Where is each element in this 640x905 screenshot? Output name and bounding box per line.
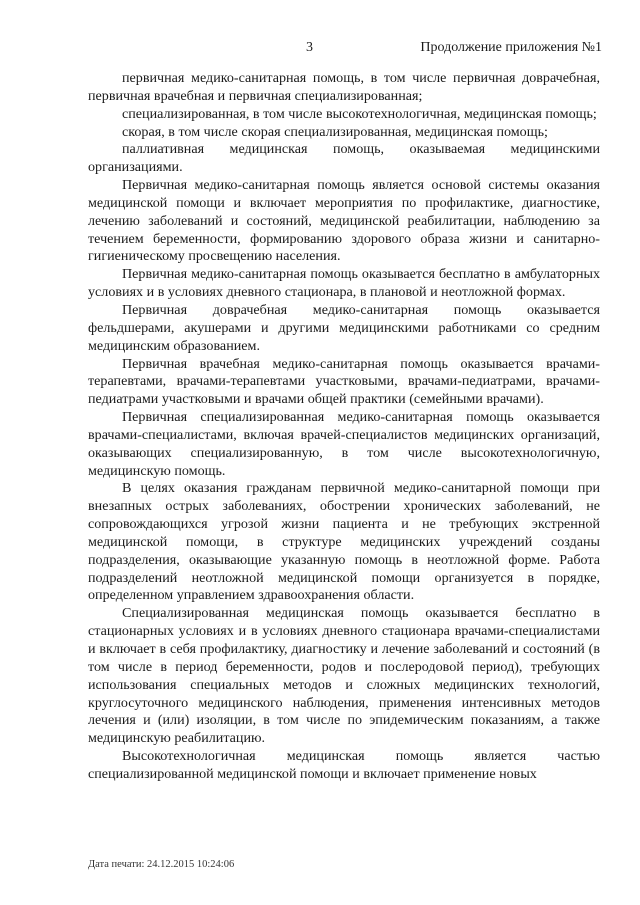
paragraph: Специализированная медицинская помощь оказывается бесплатно в стационарных условиях и в условиях дневного стационара врачами-специалистами и включает в себя профилактику, диагностику и лечение заболеваний и состояний (в том числе в период беременности, родов и послеродовой период), требующих использования специальных методов и сложных медицинских технологий, круглосуточного медицинского наблюдения, применения интенсивных методов лечения и (или) изоляции, в том числе по эпидемическим показаниям, а также медицинскую реабилитацию.: [88, 605, 600, 747]
appendix-continuation-note: Продолжение приложения №1: [420, 40, 602, 55]
paragraph: Высокотехнологичная медицинская помощь является частью специализированной медицинской помощи и включает применение новых: [88, 748, 600, 782]
paragraph: специализированная, в том числе высокотехнологичная, медицинская помощь;: [122, 105, 597, 122]
paragraph: первичная медико-санитарная помощь, в том числе первичная доврачебная, первичная врачебная и первичная специализированная;: [88, 70, 600, 104]
paragraph: Первичная медико-санитарная помощь является основой системы оказания медицинской помощи и включает мероприятия по профилактике, диагностике, лечению заболеваний и состояний, медицинской реабилитации, наблюдению за течением беременности, формированию здорового образа жизни и санитарно-гигиеническому просвещению населения.: [88, 177, 600, 265]
paragraph: Первичная специализированная медико-санитарная помощь оказывается врачами-специалистами, включая врачей-специалистов медицинских организаций, оказывающих специализированную, в том числе высокотехнологичную, медицинскую помощь.: [88, 409, 600, 479]
paragraph: Первичная врачебная медико-санитарная помощь оказывается врачами-терапевтами, врачами-терапевтами участковыми, врачами-педиатрами, врачами-педиатрами участковыми и врачами общей практики (семейными врачами).: [88, 355, 600, 408]
print-date: Дата печати: 24.12.2015 10:24:06: [88, 859, 235, 870]
paragraph: Первичная доврачебная медико-санитарная помощь оказывается фельдшерами, акушерами и другими медицинскими работниками со средним медицинским образованием.: [88, 301, 600, 354]
page-number: 3: [306, 40, 313, 55]
paragraph: Первичная медико-санитарная помощь оказывается бесплатно в амбулаторных условиях и в условиях дневного стационара, в плановой и неотложной формах.: [88, 266, 600, 301]
document-body: [88, 70, 600, 784]
paragraph: скорая, в том числе скорая специализированная, медицинская помощь;: [122, 123, 548, 140]
paragraph: паллиативная медицинская помощь, оказываемая медицинскими организациями.: [88, 141, 600, 176]
paragraph: В целях оказания гражданам первичной медико-санитарной помощи при внезапных острых заболеваниях, обострении хронических заболеваний, не сопровождающихся угрозой жизни пациента и не требующих экстренной медицинской помощи, в структуре медицинских учреждений созданы подразделения, оказывающие указанную помощь в неотложной форме. Работа подразделений неотложной медицинской помощи организуется в порядке, определенном управлением здравоохранения области.: [88, 480, 600, 604]
